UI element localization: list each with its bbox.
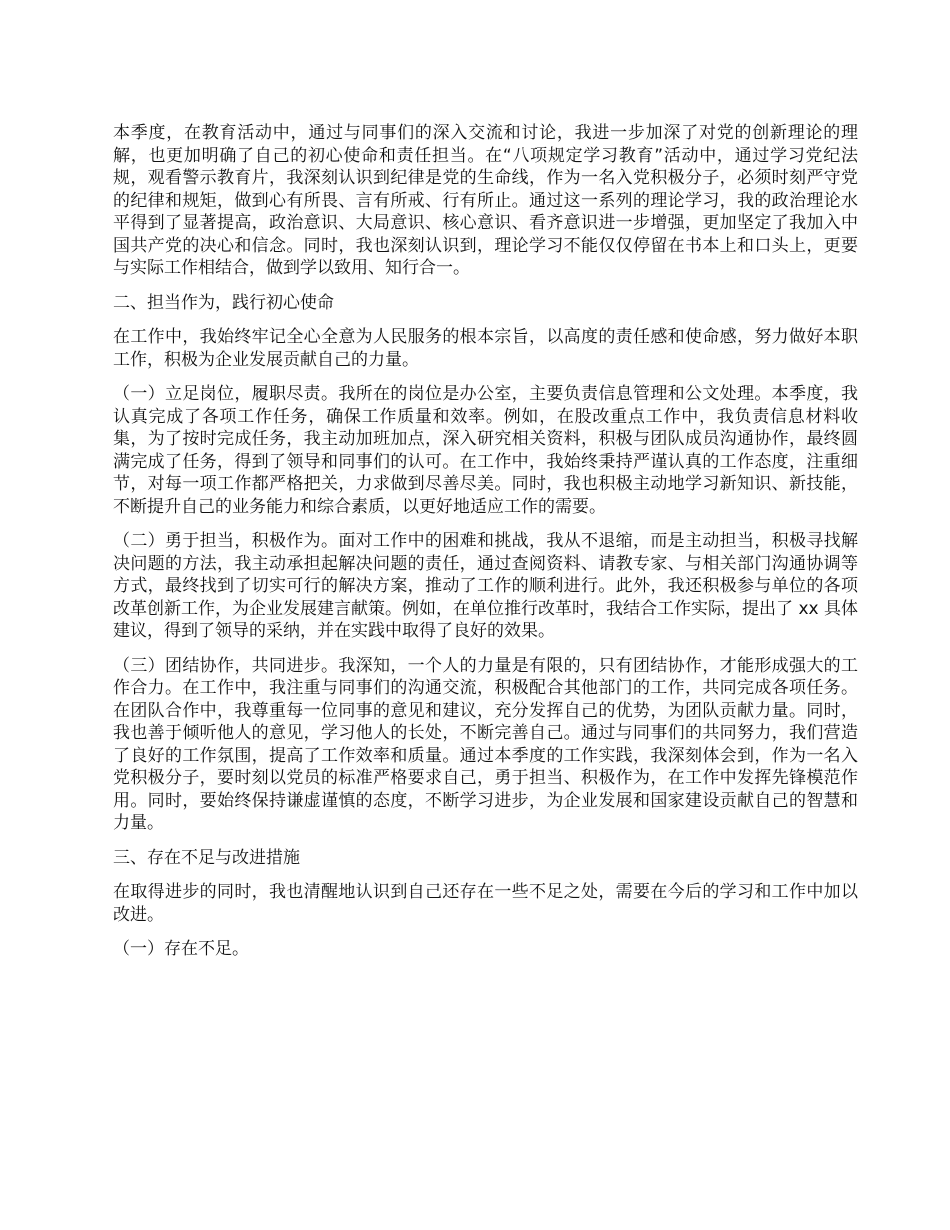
document-body bbox=[113, 122, 858, 973]
section-heading-2: 二、担当作为，践行初心使命 bbox=[113, 292, 334, 313]
paragraph-post-duty: （一）立足岗位，履职尽责。我所在的岗位是办公室，主要负责信息管理和公文处理。本季度，我认真完成了各项工作任务，确保工作质量和效率。例如，在股改重点工作中，我负责信息材料收集，为了按时完成任务，我主动加班加点，深入研究相关资料，积极与团队成员沟通协作，最终圆满完成了任务，得到了领导和同事们的认可。在工作中，我始终秉持严谨认真的工作态度，注重细节，对每一项工作都严格把关，力求做到尽善尽美。同时，我也积极主动地学习新知识、新技能，不断提升自己的业务能力和综合素质，以更好地适应工作的需要。 bbox=[113, 384, 858, 517]
section-heading-3: 三、存在不足与改进措施 bbox=[113, 847, 300, 868]
paragraph-responsibility: （二）勇于担当，积极作为。面对工作中的困难和挑战，我从不退缩，而是主动担当，积极寻找解决问题的方法，我主动承担起解决问题的责任，通过查阅资料、请教专家、与相关部门沟通协调等方式，最终找到了切实可行的解决方案，推动了工作的顺利进行。此外，我还积极参与单位的各项改革创新工作，为企业发展建言献策。例如，在单位推行改革时，我结合工作实际，提出了 xx 具体建议，得到了领导的采纳，并在实践中取得了良好的效果。 bbox=[113, 531, 858, 641]
paragraph-theory-study: 本季度，在教育活动中，通过与同事们的深入交流和讨论，我进一步加深了对党的创新理论的理解，也更加明确了自己的初心使命和责任担当。在“八项规定学习教育”活动中，通过学习党纪法规，观看警示教育片，我深刻认识到纪律是党的生命线，作为一名入党积极分子，必须时刻严守党的纪律和规矩，做到心有所畏、言有所戒、行有所止。通过这一系列的理论学习，我的政治理论水平得到了显著提高，政治意识、大局意识、核心意识、看齐意识进一步增强，更加坚定了我加入中国共产党的决心和信念。同时，我也深刻认识到，理论学习不能仅仅停留在书本上和口头上，更要与实际工作相结合，做到学以致用、知行合一。 bbox=[113, 123, 858, 278]
paragraph-shortcomings-intro: 在取得进步的同时，我也清醒地认识到自己还存在一些不足之处，需要在今后的学习和工作中加以改进。 bbox=[113, 882, 858, 925]
paragraph-teamwork: （三）团结协作，共同进步。我深知，一个人的力量是有限的，只有团结协作，才能形成强大的工作合力。在工作中，我注重与同事们的沟通交流，积极配合其他部门的工作，共同完成各项任务。在团队合作中，我尊重每一位同事的意见和建议，充分发挥自己的优势，为团队贡献力量。同时，我也善于倾听他人的意见，学习他人的长处，不断完善自己。通过与同事们的共同努力，我们营造了良好的工作氛围，提高了工作效率和质量。通过本季度的工作实践，我深刻体会到，作为一名入党积极分子，要时刻以党员的标准严格要求自己，勇于担当、积极作为，在工作中发挥先锋模范作用。同时，要始终保持谦虚谨慎的态度，不断学习进步，为企业发展和国家建设贡献自己的智慧和力量。 bbox=[113, 655, 858, 833]
paragraph-work-intro: 在工作中，我始终牢记全心全意为人民服务的根本宗旨，以高度的责任感和使命感，努力做好本职工作，积极为企业发展贡献自己的力量。 bbox=[113, 327, 858, 370]
subheading-shortcomings: （一）存在不足。 bbox=[113, 939, 249, 959]
